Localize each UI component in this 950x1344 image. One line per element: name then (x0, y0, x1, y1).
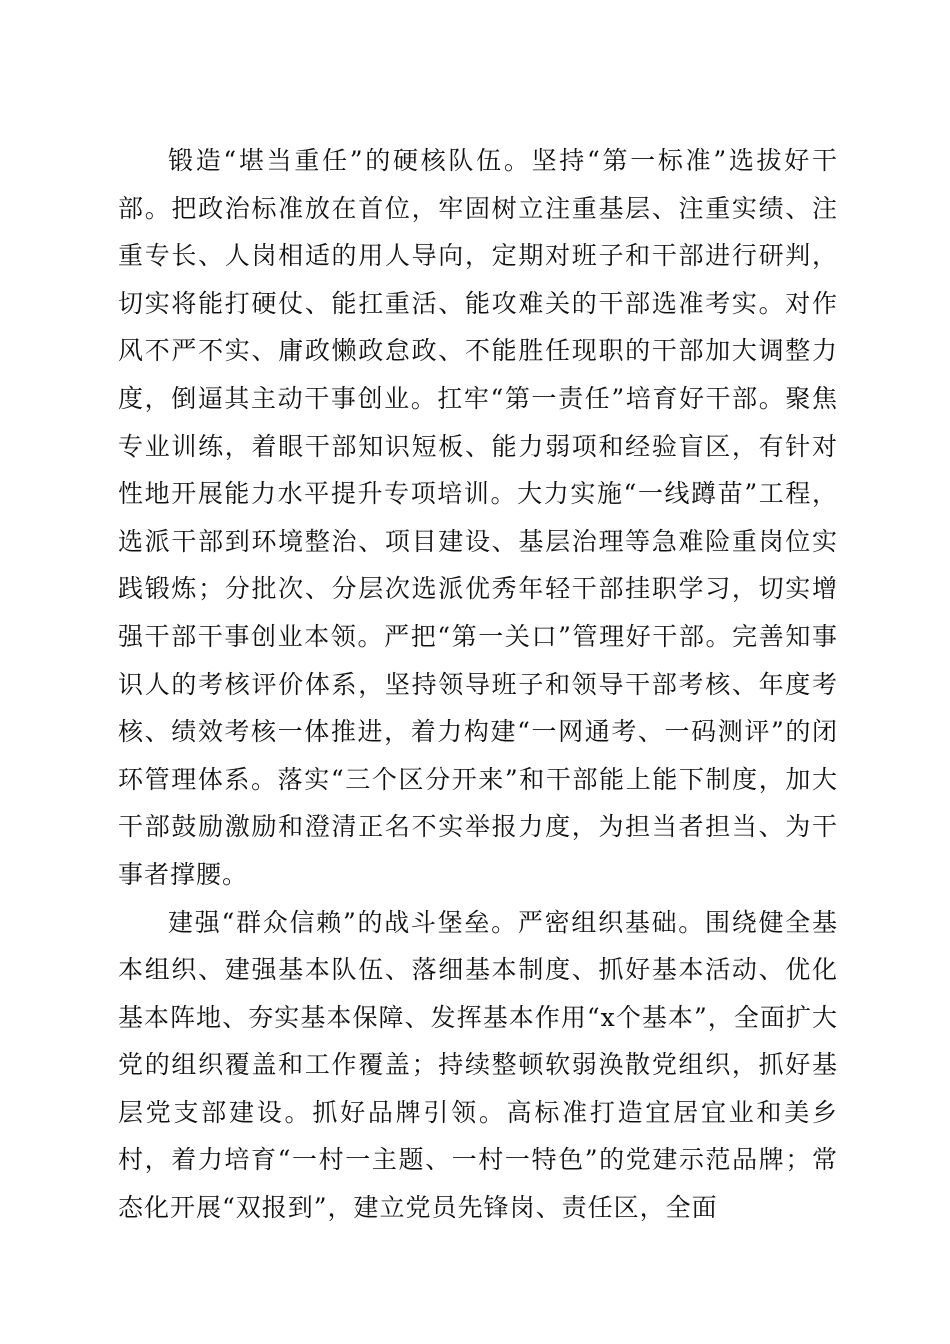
paragraph-cadre-team: 锻造“堪当重任”的硬核队伍。坚持“第一标准”选拔好干部。把政治标准放在首位，牢固树立注重基层、注重实绩、注重专长、人岗相适的用人导向，定期对班子和干部进行研判，切实将能打硬仗、能扛重活、能攻难关的干部选准考实。对作风不严不实、庸政懒政怠政、不能胜任现职的干部加大调整力度，倒逼其主动干事创业。扛牢“第一责任”培育好干部。聚焦专业训练，着眼干部知识短板、能力弱项和经验盲区，有针对性地开展能力水平提升专项培训。大力实施“一线蹲苗”工程，选派干部到环境整治、项目建设、基层治理等急难险重岗位实践锻炼；分批次、分层次选派优秀年轻干部挂职学习，切实增强干部干事创业本领。严把“第一关口”管理好干部。完善知事识人的考核评价体系，坚持领导班子和领导干部考核、年度考核、绩效考核一体推进，着力构建“一网通考、一码测评”的闭环管理体系。落实“三个区分开来”和干部能上能下制度，加大干部鼓励激励和澄清正名不实举报力度，为担当者担当、为干事者撑腰。 (118, 146, 838, 889)
document-body (118, 137, 838, 1232)
paragraph-fighting-fortress: 建强“群众信赖”的战斗堡垒。严密组织基础。围绕健全基本组织、建强基本队伍、落细基本制度、抓好基本活动、优化基本阵地、夯实基本保障、发挥基本作用“x个基本”，全面扩大党的组织覆盖和工作覆盖；持续整顿软弱涣散党组织，抓好基层党支部建设。抓好品牌引领。高标准打造宜居宜业和美乡村，着力培育“一村一主题、一村一特色”的党建示范品牌；常态化开展“双报到”，建立党员先锋岗、责任区，全面 (118, 907, 838, 1223)
